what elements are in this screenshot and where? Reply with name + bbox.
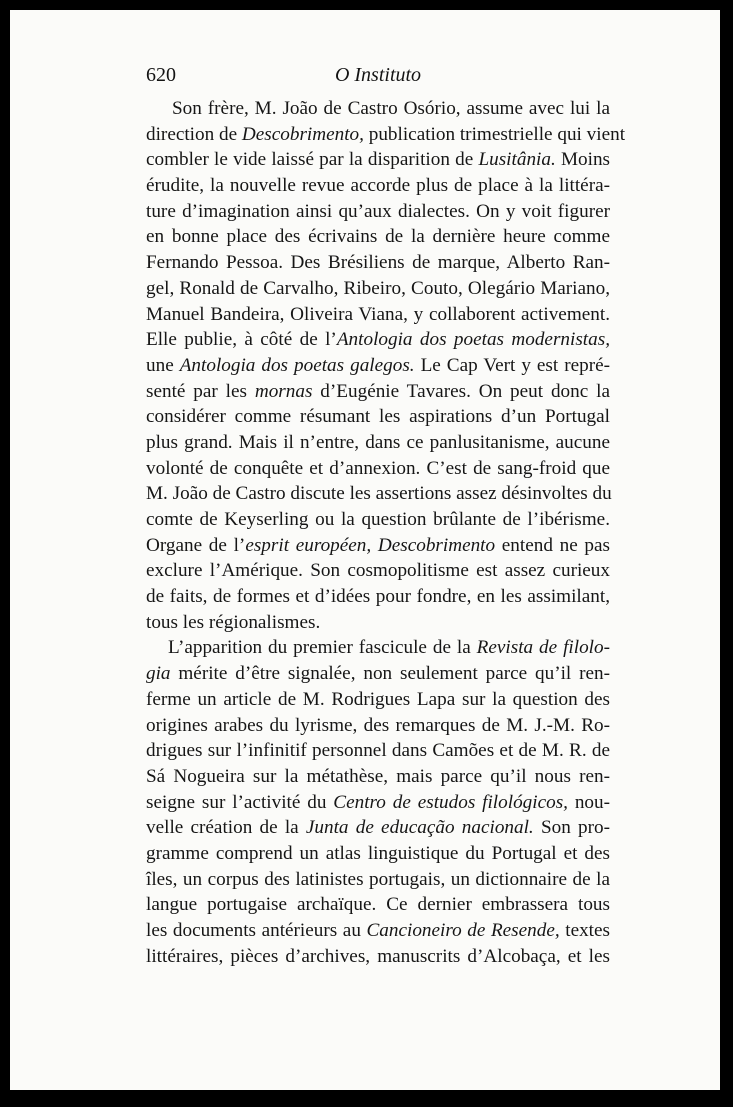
text-run: L’apparition du premier fascicule de la: [168, 637, 477, 659]
text-run: nou-: [567, 791, 611, 813]
text-run: Moins: [555, 149, 611, 171]
text-run: M. João de Castro discute les assertions assez désinvoltes du: [146, 483, 612, 505]
text-line: [146, 764, 610, 790]
text-line: [146, 353, 610, 379]
text-line: [146, 404, 610, 430]
text-run: volonté de conquête et d’annexion. C’est de sang-froid que: [146, 457, 610, 479]
running-head: [146, 64, 610, 94]
text-run: tous les régionalismes.: [146, 611, 321, 633]
italic-text: Junta de educação nacional.: [305, 817, 534, 839]
text-run: Elle publie, à côté de l’: [146, 329, 337, 351]
text-line: [146, 610, 610, 636]
text-line: [146, 199, 610, 225]
text-run: d’Eugénie Tavares. On peut donc la: [312, 380, 610, 402]
text-line: [146, 96, 610, 122]
text-line: [146, 790, 610, 816]
text-line: [146, 122, 626, 148]
italic-text: Cancioneiro de Resende,: [366, 920, 560, 941]
paragraph: [146, 96, 626, 635]
text-run: comte de Keyserling ou la question brûlante de l’ibérisme.: [146, 509, 610, 530]
text-run: Le Cap Vert y est repré-: [414, 354, 610, 376]
text-line: [146, 224, 610, 250]
text-line: [146, 713, 610, 739]
text-line: [146, 687, 610, 713]
text-run: gel, Ronald de Carvalho, Ribeiro, Couto, Olegário Mariano,: [146, 277, 610, 299]
text-run: mérite d’être signalée, non seulement parce qu’il ren-: [170, 663, 610, 685]
text-line: [146, 173, 610, 199]
paragraph: [146, 635, 610, 969]
body-text: [146, 96, 626, 969]
text-run: les documents antérieurs au: [146, 920, 367, 941]
text-line: [146, 635, 610, 661]
italic-text: gia: [146, 663, 171, 685]
text-run: publication trimestrielle qui vient: [363, 123, 626, 145]
text-run: velle création de la: [146, 817, 306, 839]
text-line: [146, 918, 610, 944]
text-run: Organe de l’: [146, 534, 246, 556]
text-run: entend ne pas: [495, 534, 610, 556]
text-line: [146, 481, 610, 507]
text-line: [146, 456, 610, 482]
text-run: combler le vide laissé par la disparition de: [146, 149, 479, 171]
text-line: [146, 379, 610, 405]
italic-text: Antologia dos poetas galegos.: [179, 354, 415, 376]
journal-title: O Instituto: [334, 64, 422, 86]
text-line: [146, 327, 610, 353]
text-line: [146, 533, 610, 559]
text-run: ferme un article de M. Rodrigues Lapa sur la question des: [146, 688, 610, 710]
text-line: [146, 892, 610, 918]
text-run: Manuel Bandeira, Oliveira Viana, y collaborent activement.: [146, 303, 610, 325]
text-run: Son frère, M. João de Castro Osório, assume avec lui la: [172, 98, 610, 119]
italic-text: esprit européen, Descobrimento: [245, 534, 496, 556]
text-run: senté par les: [146, 380, 255, 402]
text-line: [146, 302, 610, 328]
text-run: plus grand. Mais il n’entre, dans ce panlusitanisme, aucune: [146, 431, 610, 453]
text-run: îles, un corpus des latinistes portugais, un dictionnaire de la: [146, 868, 610, 890]
text-line: [146, 250, 610, 276]
italic-text: Revista de filolo-: [476, 637, 610, 659]
text-line: [146, 815, 610, 841]
text-line: [146, 147, 610, 173]
text-run: Son pro-: [533, 817, 610, 839]
text-line: [146, 558, 610, 584]
text-line: [146, 867, 610, 893]
text-line: [146, 584, 610, 610]
text-line: [146, 841, 610, 867]
text-run: seigne sur l’activité du: [146, 791, 334, 813]
text-run: drigues sur l’infinitif personnel dans Camões et de M. R. de: [146, 740, 610, 762]
text-line: [146, 944, 610, 970]
text-run: une: [146, 354, 180, 376]
text-line: [146, 430, 610, 456]
text-run: érudite, la nouvelle revue accorde plus de place à la littéra-: [146, 175, 610, 197]
text-line: [146, 738, 610, 764]
document-page: [10, 10, 720, 1090]
italic-text: Descobrimento,: [241, 123, 364, 145]
italic-text: Antologia dos poetas modernistas,: [336, 329, 610, 351]
text-line: [146, 276, 610, 302]
text-line: [146, 661, 610, 687]
text-run: en bonne place des écrivains de la dernière heure comme: [146, 226, 610, 248]
page-number: 620: [146, 64, 176, 86]
text-run: considérer comme résumant les aspirations d’un Portugal: [146, 406, 610, 428]
italic-text: Centro de estudos filológicos,: [333, 791, 568, 813]
text-run: textes: [559, 920, 610, 941]
text-run: gramme comprend un atlas linguistique du Portugal et des: [146, 842, 610, 864]
text-run: direction de: [146, 123, 242, 145]
italic-text: mornas: [254, 380, 313, 402]
text-run: origines arabes du lyrisme, des remarques de M. J.-M. Ro-: [146, 714, 610, 736]
text-run: ture d’imagination ainsi qu’aux dialectes. On y voit figurer: [146, 200, 610, 222]
text-run: Sá Nogueira sur la métathèse, mais parce qu’il nous ren-: [146, 765, 610, 787]
text-run: langue portugaise archaïque. Ce dernier embrassera tous: [146, 894, 610, 916]
text-run: exclure l’Amérique. Son cosmopolitisme est assez curieux: [146, 560, 610, 582]
italic-text: Lusitânia.: [478, 149, 556, 171]
text-run: littéraires, pièces d’archives, manuscrits d’Alcobaça, et les: [146, 945, 610, 967]
text-run: Fernando Pessoa. Des Brésiliens de marque, Alberto Ran-: [146, 252, 610, 274]
text-line: [146, 507, 610, 533]
text-run: de faits, de formes et d’idées pour fondre, en les assimilant,: [146, 586, 610, 608]
